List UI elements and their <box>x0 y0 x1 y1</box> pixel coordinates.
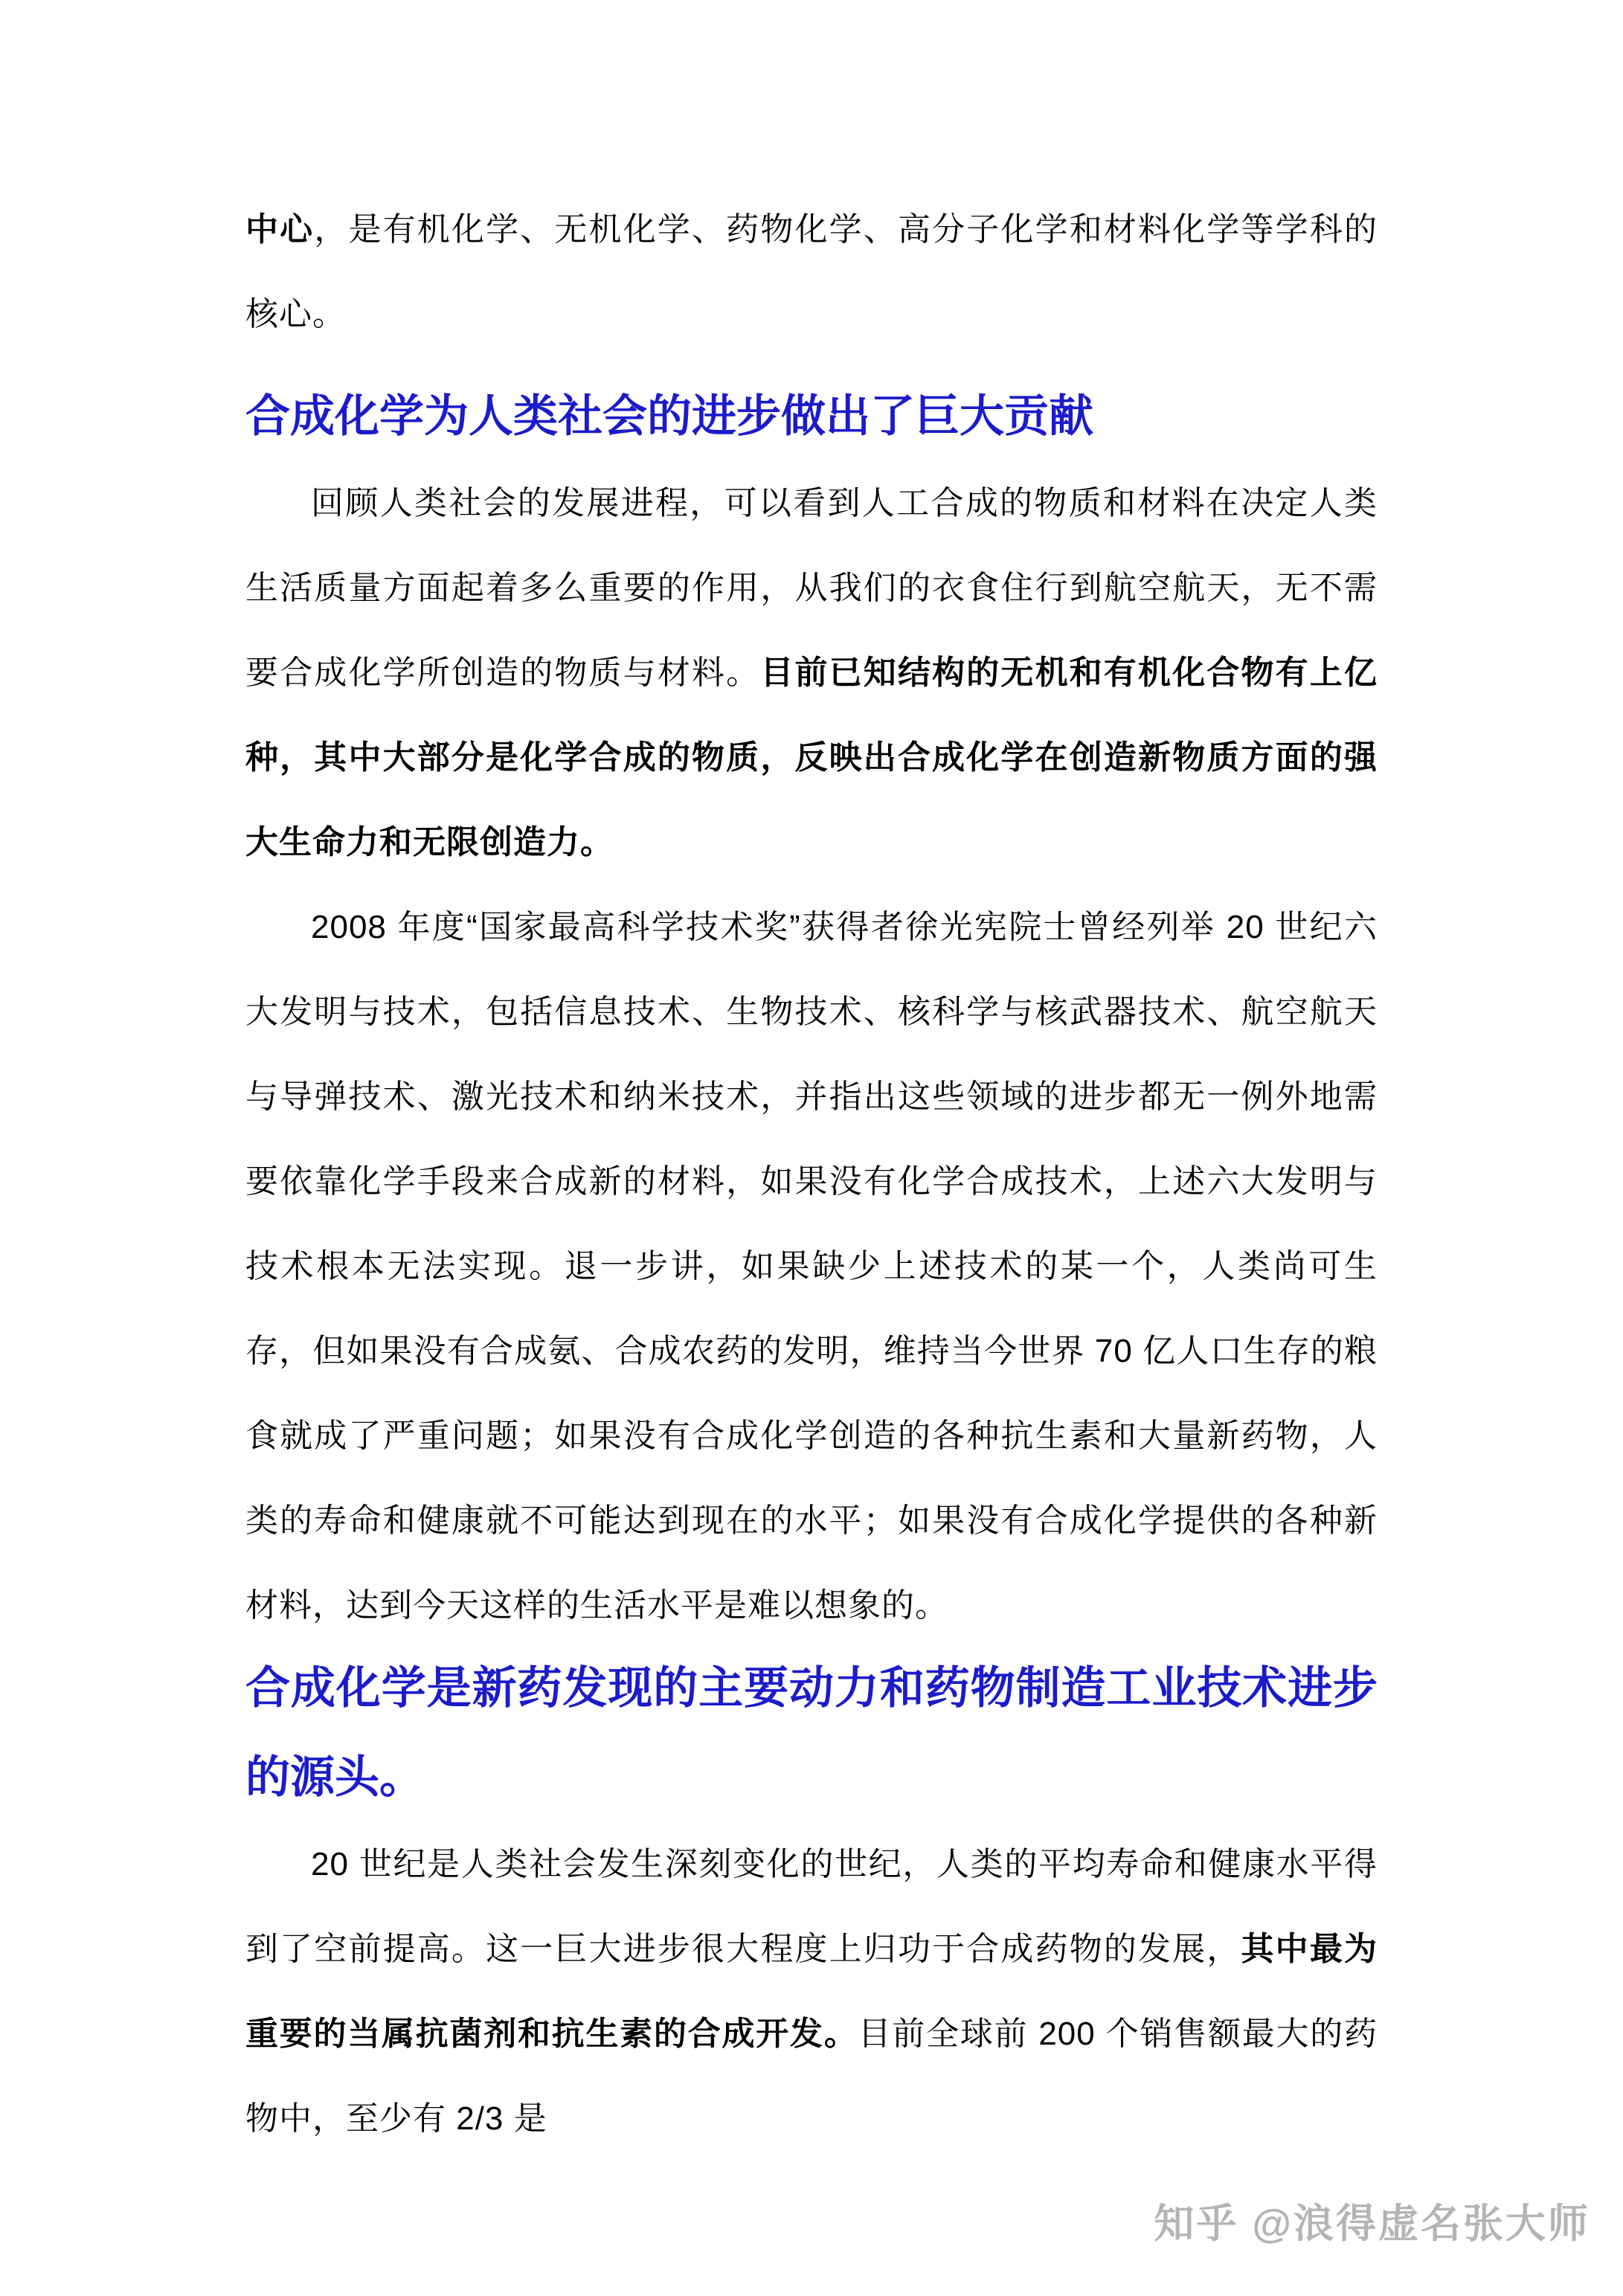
paragraph-human-progress <box>245 461 1378 885</box>
paragraph-drug-development <box>245 1822 1378 2161</box>
paragraph-drug-development-regular-run-1: 20 世纪是人类社会发生深刻变化的世纪，人类的平均寿命和健康水平得到了空前提高。这一巨大进步很大程度上归功于合成药物的发展， <box>245 1846 1378 1967</box>
zhihu-watermark: 知乎 @浪得虚名张大师 <box>1154 2202 1590 2246</box>
paragraph-drug-development-bold-run: 其中最为重要的当属抗菌剂和抗生素的合成开发。 <box>245 1931 1378 2052</box>
intro-paragraph <box>245 187 1378 357</box>
section-heading-social-contribution: 合成化学为人类社会的进步做出了巨大贡献 <box>245 392 1093 441</box>
article-body <box>245 187 1378 2161</box>
intro-paragraph-regular-run: ，是有机化学、无机化学、药物化学、高分子化学和材料化学等学科的核心。 <box>245 211 1378 332</box>
paragraph-drug-development-regular-run-2: 目前全球前 200 个销售额最大的药物中，至少有 2/3 是 <box>245 2016 1378 2137</box>
paragraph-six-inventions <box>245 885 1378 1648</box>
section-heading-drug-discovery: 合成化学是新药发现的主要动力和药物制造工业技术进步的源头。 <box>245 1664 1378 1802</box>
intro-paragraph-bold-run: 中心 <box>245 211 315 248</box>
paragraph-six-inventions-regular-run: 2008 年度“国家最高科学技术奖”获得者徐光宪院士曾经列举 20 世纪六大发明与技术，包括信息技术、生物技术、核科学与核武器技术、航空航天与导弹技术、激光技术和纳米技术，并指出这些领域的进步都无一例外地需要依靠化学手段来合成新的材料，如果没有化学合成技术，上述六大发明与技术根本无法实现。退一步讲，如果缺少上述技术的某一个，人类尚可生存，但如果没有合成氨、合成农药的发明，维持当今世界 70 亿人口生存的粮食就成了严重问题；如果没有合成化学创造的各种抗生素和大量新药物，人类的寿命和健康就不可能达到现在的水平；如果没有合成化学提供的各种新材料，达到今天这样的生活水平是难以想象的。 <box>245 909 1378 1624</box>
paragraph-human-progress-regular-run: 回顾人类社会的发展进程，可以看到人工合成的物质和材料在决定人类生活质量方面起着多么重要的作用，从我们的衣食住行到航空航天，无不需要合成化学所创造的物质与材料。 <box>245 485 1378 691</box>
paragraph-human-progress-bold-run: 目前已知结构的无机和有机化合物有上亿种，其中大部分是化学合成的物质，反映出合成化学在创造新物质方面的强大生命力和无限创造力。 <box>245 655 1378 861</box>
